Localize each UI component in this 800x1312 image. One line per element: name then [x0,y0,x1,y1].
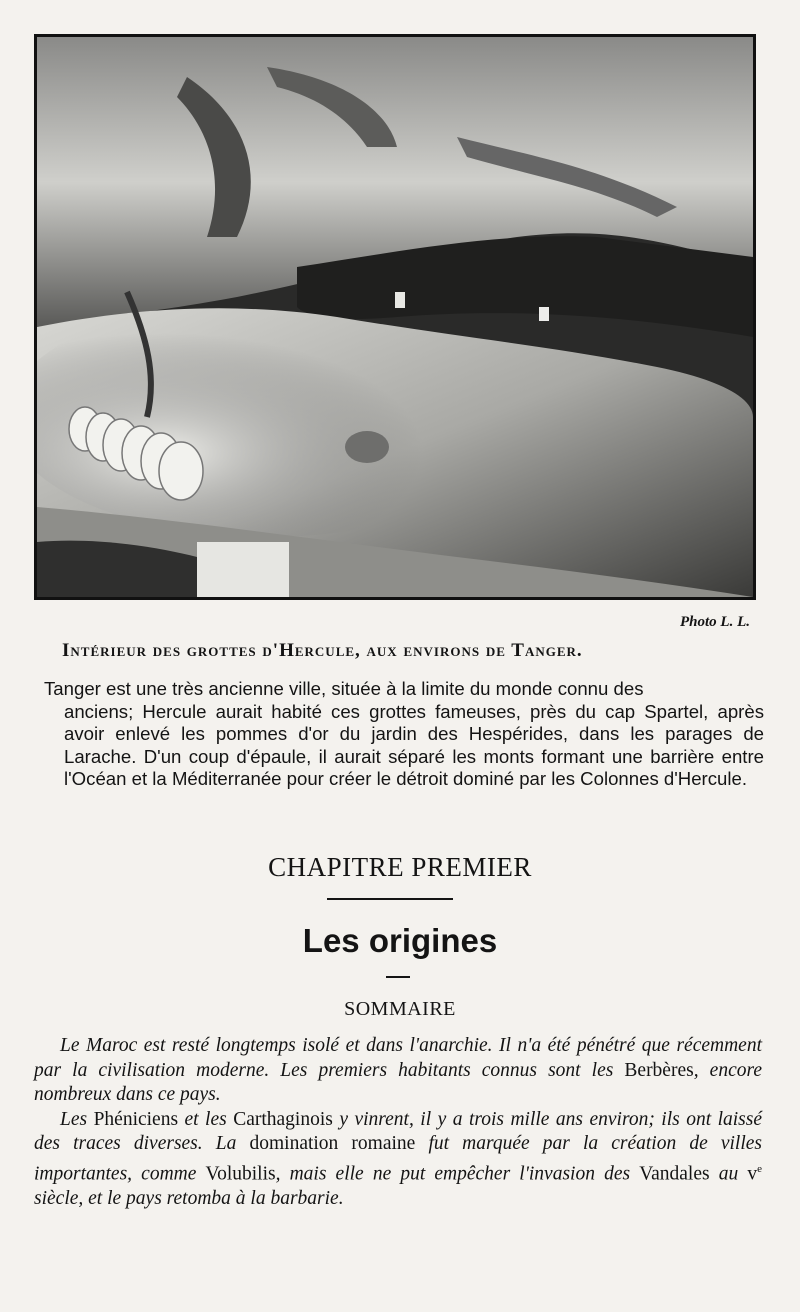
chapter-label: CHAPITRE PREMIER [268,852,532,882]
summary-heading: SOMMAIRE [344,998,456,1020]
summary-keyword: Volubilis [205,1163,276,1185]
summary-text: fut marquée par la création de villes importantes, comme [34,1133,763,1185]
summary-keyword: Berbères [624,1059,694,1081]
summary-keyword: Vandales [639,1163,710,1185]
photo-caption: Intérieur des grottes d'Hercule, aux environs de Tanger. [62,640,583,661]
chapter-divider [327,898,453,900]
summary-text: , mais elle ne put empêcher l'invasion des [275,1163,640,1185]
cave-photograph [34,34,756,600]
century-superscript: e [757,1162,762,1175]
summary-text: , encore nombreux dans ce pays. [34,1059,762,1106]
summary-text: siècle, et le pays retomba à la barbarie. [34,1188,344,1210]
photo-credit: Photo L. L. [680,614,750,630]
cave-image [37,37,753,597]
chapter-title: Les origines [302,922,498,959]
summary-text: Les [60,1108,94,1130]
summary-paragraph-2 [34,1108,762,1212]
intro-first-line: Tanger est une très ancienne ville, située à la limite du monde connu des [44,678,644,699]
summary-text: Le Maroc est resté longtemps isolé et dans l'anarchie. Il n'a été pénétré que récemment par la civilisation moderne. Les premiers habitants connus sont les [34,1035,762,1081]
summary-text: au [709,1163,748,1185]
title-divider [386,976,410,978]
chapter-summary [34,1034,762,1212]
summary-text: y vinrent, il y a trois mille ans environ; ils ont laissé des traces diverses. La [34,1108,763,1155]
summary-keyword: domination romaine [249,1133,416,1155]
summary-keyword: v [747,1163,758,1185]
intro-rest: anciens; Hercule aurait habité ces grottes fameuses, près du cap Spartel, après avoir enlevé les pommes d'or du jardin des Hespérides, dans les parages de Larache. D'un coup d'épaule, il aurait séparé les monts formant une barrière entre l'Océan et la Méditerranée pour créer le détroit dominé par les Colonnes d'Hercule. [64,700,764,789]
intro-paragraph [44,678,764,791]
summary-keyword: Carthaginois [233,1108,333,1130]
summary-keyword: Phéniciens [93,1108,179,1130]
summary-text: et les [178,1108,234,1130]
summary-paragraph-1 [34,1034,762,1108]
